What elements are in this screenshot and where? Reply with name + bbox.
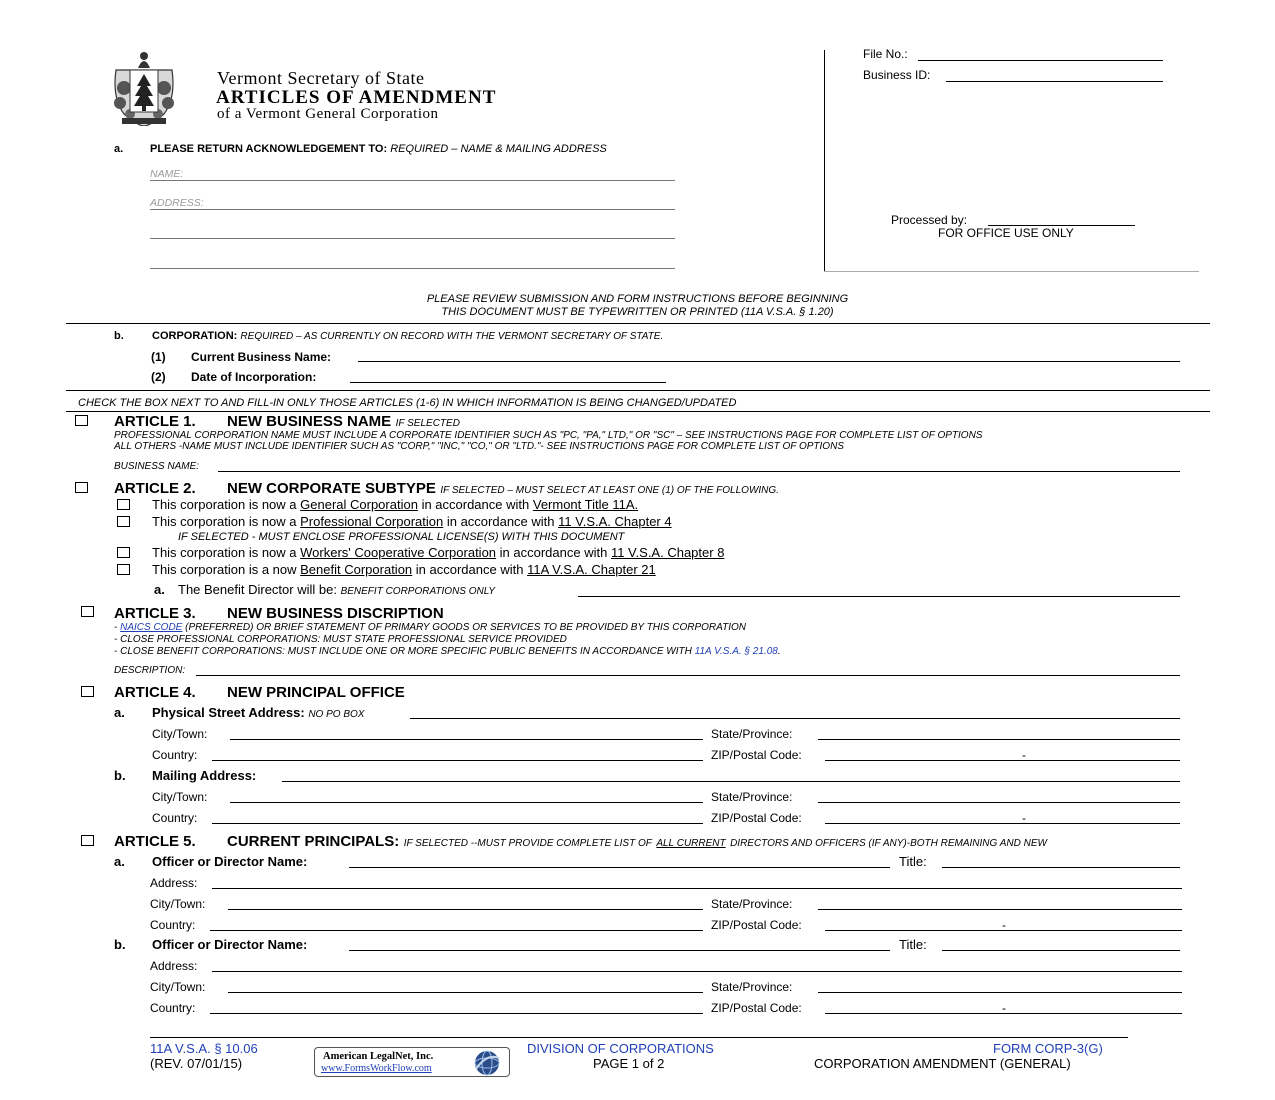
subtype-workers-coop-mid: in accordance with (499, 545, 608, 560)
article-5-checkbox[interactable] (81, 835, 94, 846)
subtype-professional-checkbox[interactable] (117, 516, 130, 527)
benefit-director-label: The Benefit Director will be: (178, 582, 337, 597)
file-no-label: File No.: (863, 47, 908, 61)
principal-b-state-field[interactable] (818, 992, 1182, 993)
subtype-workers-coop-pre: This corporation is now a (152, 545, 297, 560)
article-5-note-pre: IF SELECTED --MUST PROVIDE COMPLETE LIST OF (403, 838, 652, 849)
mailing-address-field[interactable] (282, 781, 1180, 782)
article-2-checkbox[interactable] (75, 482, 88, 493)
subtype-professional-mid: in accordance with (446, 514, 555, 529)
principal-a-state-label: State/Province: (711, 897, 793, 911)
current-name-field[interactable] (358, 361, 1180, 362)
principal-a-state-field[interactable] (818, 909, 1182, 910)
principal-b-country-label: Country: (150, 1001, 196, 1015)
article-1-title: NEW BUSINESS NAME (227, 413, 392, 430)
principal-b-city-label: City/Town: (150, 980, 206, 994)
subtype-professional-ref[interactable]: 11 V.S.A. Chapter 4 (558, 514, 672, 529)
principal-a-title-label: Title: (899, 854, 927, 869)
benefit-director-letter: a. (154, 582, 165, 597)
item-1-num: (1) (151, 350, 166, 364)
subtype-general-link[interactable]: General Corporation (300, 497, 418, 512)
article-3-title: NEW BUSINESS DISCRIPTION (227, 605, 444, 622)
footer-revision: (REV. 07/01/15) (150, 1056, 243, 1071)
logo-company-name: American LegalNet, Inc. (323, 1051, 434, 1062)
principal-a-address-field[interactable] (212, 888, 1182, 889)
footer-page: PAGE 1 of 2 (593, 1056, 665, 1071)
section-b-letter: b. (114, 330, 124, 342)
subtype-workers-coop-text (152, 545, 724, 560)
return-name-field[interactable] (150, 180, 675, 181)
p4a-country-label: Country: (152, 748, 198, 762)
footer-statute: 11A V.S.A. § 10.06 (150, 1041, 258, 1056)
benefit-director-heading (178, 582, 495, 597)
article-1-line-1: PROFESSIONAL CORPORATION NAME MUST INCLUDE A CORPORATE IDENTIFIER SUCH AS "PC, "PA," LTD," OR "SC" – SEE INSTRUCTIONS PAGE FOR COMPLETE LIST OF OPTIONS (114, 430, 983, 441)
physical-address-field[interactable] (410, 718, 1180, 719)
principal-b-zip-dash: - (1002, 1001, 1006, 1015)
p4a-zip-dash: - (1022, 748, 1026, 762)
benefit-director-note: BENEFIT CORPORATIONS ONLY (340, 586, 496, 597)
p4a-city-field[interactable] (230, 739, 703, 740)
p4b-city-label: City/Town: (152, 790, 208, 804)
subtype-general-ref[interactable]: Vermont Title 11A. (532, 497, 639, 512)
instruction-line-1: PLEASE REVIEW SUBMISSION AND FORM INSTRUCTIONS BEFORE BEGINNING (426, 293, 849, 305)
article-5-note-underlined: ALL CURRENT (656, 838, 726, 849)
article-3-line-3: - CLOSE BENEFIT CORPORATIONS: MUST INCLUDE ONE OR MORE SPECIFIC PUBLIC BENEFITS IN ACCORDANCE WITH 11A V.S.A. § 21.08. (114, 646, 781, 657)
business-id-label: Business ID: (863, 68, 931, 82)
principal-a-title-field[interactable] (942, 867, 1180, 868)
american-legalnet-logo[interactable] (314, 1047, 510, 1077)
p4b-country-field[interactable] (212, 823, 703, 824)
globe-icon (473, 1049, 501, 1077)
principal-b-title-field[interactable] (942, 950, 1180, 951)
article-2-note: IF SELECTED – MUST SELECT AT LEAST ONE (1) OF THE FOLLOWING. (440, 485, 779, 496)
p4a-state-field[interactable] (818, 739, 1180, 740)
principal-a-name-field[interactable] (349, 867, 890, 868)
check-instruction: CHECK THE BOX NEXT TO AND FILL-IN ONLY THOSE ARTICLES (1-6) IN WHICH INFORMATION IS BEING CHANGED/UPDATED (78, 397, 737, 409)
article-4-num: ARTICLE 4. (114, 684, 196, 701)
section-a-title: PLEASE RETURN ACKNOWLEDGEMENT TO: (150, 143, 388, 155)
p4b-country-label: Country: (152, 811, 198, 825)
current-name-label: Current Business Name: (191, 350, 332, 364)
footer-division: DIVISION OF CORPORATIONS (527, 1041, 714, 1056)
physical-address-letter: a. (114, 705, 125, 720)
article-3-line-1-text: (PREFERRED) OR BRIEF STATEMENT OF PRIMARY GOODS OR SERVICES TO BE PROVIDED BY THIS CORPORATION (185, 622, 746, 633)
article-3-statute-link[interactable]: 11A V.S.A. § 21.08 (694, 646, 778, 657)
business-id-field[interactable] (946, 81, 1163, 82)
physical-address-label: Physical Street Address: (152, 705, 305, 720)
return-address-label: ADDRESS: (150, 197, 204, 209)
principal-a-city-label: City/Town: (150, 897, 206, 911)
vermont-seal-image (110, 48, 178, 126)
subtype-workers-coop-link[interactable]: Workers' Cooperative Corporation (300, 545, 497, 560)
principal-a-country-label: Country: (150, 918, 196, 932)
subtype-benefit-checkbox[interactable] (117, 564, 130, 575)
physical-address-heading (152, 705, 364, 720)
subtype-professional-pre: This corporation is now a (152, 514, 297, 529)
article-5-heading (227, 833, 1047, 851)
subtype-benefit-link[interactable]: Benefit Corporation (300, 562, 413, 577)
subtype-professional-text (152, 514, 672, 529)
section-a-note: REQUIRED – NAME & MAILING ADDRESS (390, 143, 607, 155)
business-name-label: BUSINESS NAME: (114, 461, 200, 472)
principal-a-country-field[interactable] (210, 930, 703, 931)
header-subtitle: of a Vermont General Corporation (217, 106, 439, 122)
footer-form-title: CORPORATION AMENDMENT (GENERAL) (814, 1056, 1071, 1071)
p4b-zip-dash: - (1022, 811, 1026, 825)
return-address-field-3[interactable] (150, 268, 675, 269)
p4a-city-label: City/Town: (152, 727, 208, 741)
footer-form-id: FORM CORP-3(G) (993, 1041, 1103, 1056)
subtype-general-mid: in accordance with (421, 497, 530, 512)
principal-b-country-field[interactable] (210, 1013, 703, 1014)
principal-b-name-field[interactable] (349, 950, 890, 951)
professional-license-note: IF SELECTED - MUST ENCLOSE PROFESSIONAL LICENSE(S) WITH THIS DOCUMENT (178, 531, 625, 543)
subtype-benefit-text (152, 562, 656, 577)
p4a-country-field[interactable] (212, 760, 703, 761)
subtype-benefit-mid: in accordance with (415, 562, 524, 577)
p4b-zip-field[interactable] (825, 823, 1180, 824)
article-5-note-post: DIRECTORS AND OFFICERS (IF ANY)-BOTH REMAINING AND NEW (730, 838, 1047, 849)
section-b-heading (152, 330, 663, 342)
article-2-heading (227, 480, 779, 498)
section-a-heading (150, 143, 607, 155)
principal-a-city-field[interactable] (228, 909, 703, 910)
description-field[interactable] (196, 675, 1180, 676)
subtype-workers-coop-ref[interactable]: 11 V.S.A. Chapter 8 (610, 545, 725, 560)
business-name-field[interactable] (218, 471, 1180, 472)
incorporation-date-field[interactable] (350, 382, 666, 383)
principal-b-state-label: State/Province: (711, 980, 793, 994)
benefit-director-field[interactable] (578, 596, 1180, 597)
article-1-checkbox[interactable] (75, 415, 88, 426)
article-2-num: ARTICLE 2. (114, 480, 196, 497)
section-b-note: REQUIRED – AS CURRENTLY ON RECORD WITH THE VERMONT SECRETARY OF STATE. (240, 331, 664, 342)
return-address-field-1[interactable] (150, 209, 675, 210)
p4a-zip-label: ZIP/Postal Code: (711, 748, 802, 762)
article-3-num: ARTICLE 3. (114, 605, 196, 622)
description-label: DESCRIPTION: (114, 665, 186, 676)
logo-url: www.FormsWorkFlow.com (321, 1063, 432, 1074)
header-title: ARTICLES OF AMENDMENT (216, 87, 497, 108)
subtype-benefit-pre: This corporation is a now (152, 562, 297, 577)
subtype-workers-coop-checkbox[interactable] (117, 547, 130, 558)
subtype-general-pre: This corporation is now a (152, 497, 297, 512)
article-4-title: NEW PRINCIPAL OFFICE (227, 684, 405, 701)
mailing-address-label: Mailing Address: (152, 768, 257, 783)
naics-code-link[interactable]: NAICS CODE (120, 622, 183, 633)
section-b-title: CORPORATION: (152, 330, 238, 342)
return-address-field-2[interactable] (150, 238, 675, 239)
principal-b-address-field[interactable] (212, 971, 1182, 972)
article-1-heading (227, 413, 460, 431)
mailing-address-letter: b. (114, 768, 126, 783)
principal-a-zip-dash: - (1002, 918, 1006, 932)
subtype-benefit-ref[interactable]: 11A V.S.A. Chapter 21 (527, 562, 656, 577)
header-office: Vermont Secretary of State (217, 68, 425, 88)
p4a-zip-field[interactable] (825, 760, 1180, 761)
article-4-checkbox[interactable] (81, 686, 94, 697)
principal-b-address-label: Address: (150, 959, 198, 973)
p4b-state-label: State/Province: (711, 790, 793, 804)
p4b-zip-label: ZIP/Postal Code: (711, 811, 802, 825)
principal-a-name-label: Officer or Director Name: (152, 854, 308, 869)
file-no-field[interactable] (918, 60, 1163, 61)
principal-b-title-label: Title: (899, 937, 927, 952)
article-1-line-2: ALL OTHERS -NAME MUST INCLUDE IDENTIFIER SUCH AS "CORP," "INC," "CO," OR "LTD."- SEE INSTRUCTIONS PAGE FOR COMPLETE LIST OF OPTIONS (114, 441, 844, 452)
subtype-general-text (152, 497, 638, 512)
principal-b-city-field[interactable] (228, 992, 703, 993)
instruction-line-2: THIS DOCUMENT MUST BE TYPEWRITTEN OR PRINTED (11A V.S.A. § 1.20) (441, 306, 834, 318)
article-1-note: IF SELECTED (395, 418, 460, 429)
article-3-line-3-text: - CLOSE BENEFIT CORPORATIONS: MUST INCLUDE ONE OR MORE SPECIFIC PUBLIC BENEFITS IN ACCORDANCE WITH (114, 646, 692, 657)
article-5-title: CURRENT PRINCIPALS: (227, 833, 400, 850)
processed-by-label: Processed by: (891, 213, 968, 227)
article-5-num: ARTICLE 5. (114, 833, 196, 850)
principal-b-name-label: Officer or Director Name: (152, 937, 308, 952)
article-1-num: ARTICLE 1. (114, 413, 196, 430)
p4b-city-field[interactable] (230, 802, 703, 803)
physical-address-note: NO PO BOX (308, 709, 365, 720)
subtype-general-checkbox[interactable] (117, 499, 130, 510)
article-3-line-2: - CLOSE PROFESSIONAL CORPORATIONS: MUST STATE PROFESSIONAL SERVICE PROVIDED (114, 634, 567, 645)
subtype-professional-link[interactable]: Professional Corporation (300, 514, 444, 529)
principal-a-letter: a. (114, 854, 125, 869)
article-3-line-1 (114, 622, 746, 633)
incorporation-date-label: Date of Incorporation: (191, 370, 317, 384)
principal-a-zip-label: ZIP/Postal Code: (711, 918, 802, 932)
principal-a-address-label: Address: (150, 876, 198, 890)
office-use-label: FOR OFFICE USE ONLY (938, 226, 1074, 240)
p4b-state-field[interactable] (818, 802, 1180, 803)
return-name-label: NAME: (150, 168, 184, 180)
item-2-num: (2) (151, 370, 166, 384)
p4a-state-label: State/Province: (711, 727, 793, 741)
article-3-line-1-dash: - (114, 622, 118, 633)
principal-b-zip-label: ZIP/Postal Code: (711, 1001, 802, 1015)
article-2-title: NEW CORPORATE SUBTYPE (227, 480, 436, 497)
principal-b-letter: b. (114, 937, 126, 952)
article-3-checkbox[interactable] (81, 606, 94, 617)
section-a-letter: a. (114, 143, 124, 155)
